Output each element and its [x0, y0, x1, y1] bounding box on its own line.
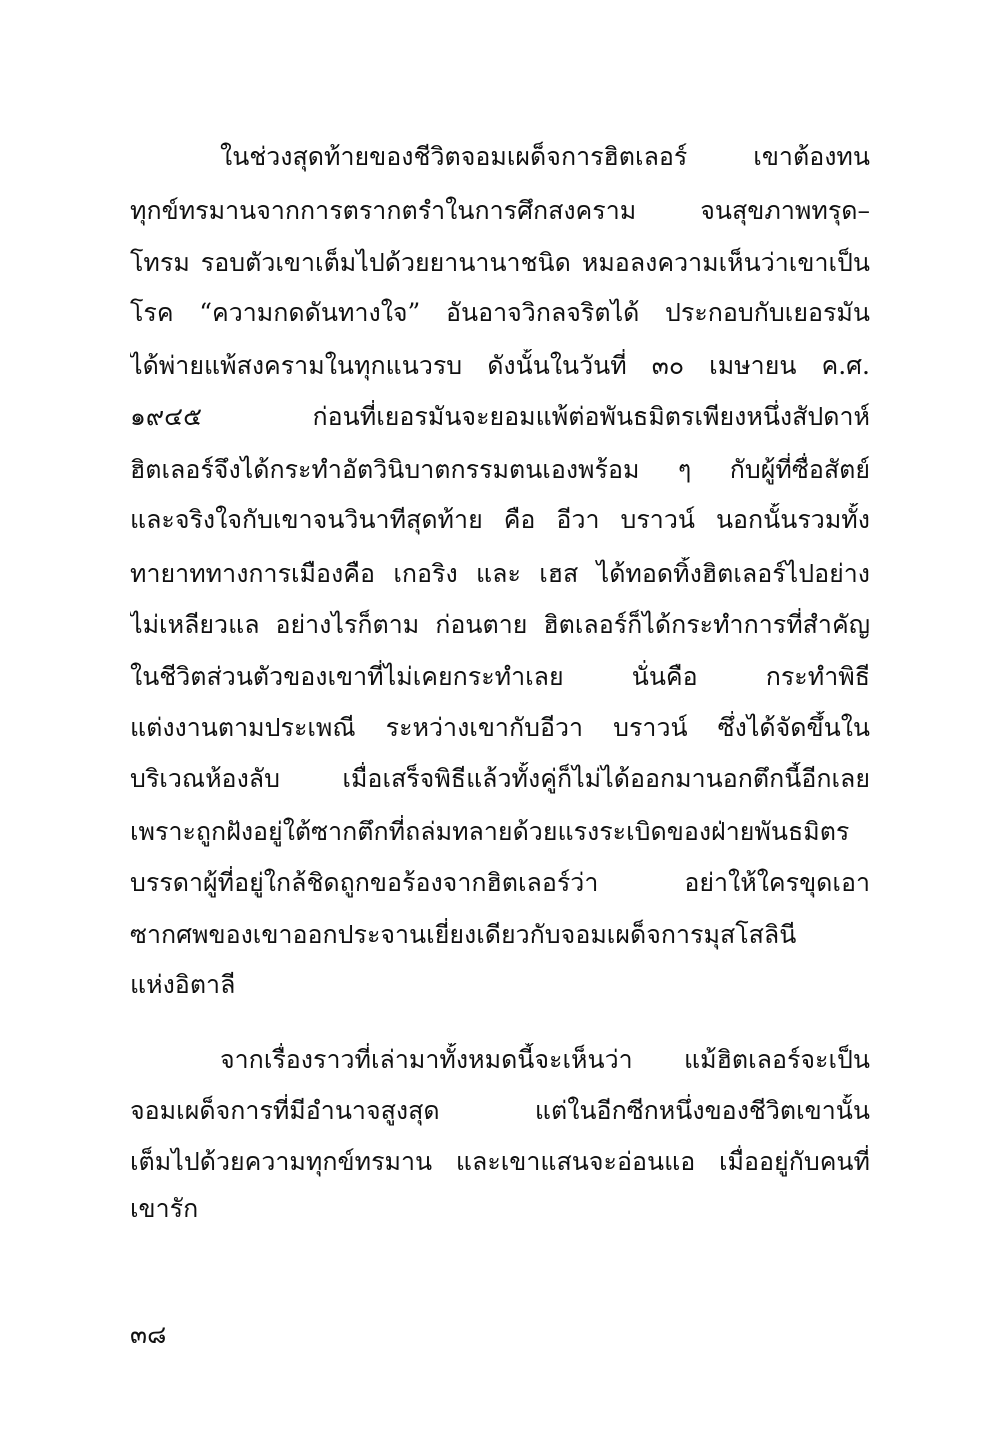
text-line: และจริงใจกับเขาจนวินาทีสุดท้าย คือ อีวา บราวน์ นอกนั้นรวมทั้ง [130, 505, 870, 534]
text-line: ในชีวิตส่วนตัวของเขาที่ไม่เคยกระทำเลย นั่นคือ กระทำพิธี [130, 662, 870, 691]
text-line: ทายาททางการเมืองคือ เกอริง และ เฮส ได้ทอดทิ้งฮิตเลอร์ไปอย่าง [130, 559, 870, 588]
text-line: จอมเผด็จการที่มีอำนาจสูงสุด แต่ในอีกซีกหนึ่งของชีวิตเขานั้น [130, 1096, 870, 1125]
text-line: โรค “ความกดดันทางใจ” อันอาจวิกลจริตได้ ประกอบกับเยอรมัน [130, 298, 870, 327]
text-line: โทรม รอบตัวเขาเต็มไปด้วยยานานาชนิด หมอลงความเห็นว่าเขาเป็น [130, 248, 870, 277]
text-line: ซากศพของเขาออกประจานเยี่ยงเดียวกับจอมเผด็จการมุสโสลินี [130, 920, 797, 949]
text-line: แห่งอิตาลี [130, 970, 236, 999]
text-line: ไม่เหลียวแล อย่างไรก็ตาม ก่อนตาย ฮิตเลอร์ก็ได้กระทำการที่สำคัญ [130, 610, 870, 639]
text-line: เต็มไปด้วยความทุกข์ทรมาน และเขาแสนจะอ่อนแอ เมื่ออยู่กับคนที่ [130, 1147, 870, 1176]
text-line: ทุกข์ทรมานจากการตรากตรำในการศึกสงคราม จนสุขภาพทรุด– [130, 196, 870, 225]
text-line: บรรดาผู้ที่อยู่ใกล้ชิดถูกขอร้องจากฮิตเลอร์ว่า อย่าให้ใครขุดเอา [130, 868, 870, 897]
text-line: ฮิตเลอร์จึงได้กระทำอัตวินิบาตกรรมตนเองพร้อม ๆ กับผู้ที่ซื่อสัตย์ [130, 455, 870, 484]
text-line: จากเรื่องราวที่เล่ามาทั้งหมดนี้จะเห็นว่า แม้ฮิตเลอร์จะเป็น [220, 1045, 870, 1074]
page-number: ๓๘ [130, 1320, 167, 1349]
text-line: บริเวณห้องลับ เมื่อเสร็จพิธีแล้วทั้งคู่ก็ไม่ได้ออกมานอกตึกนี้อีกเลย [130, 764, 870, 793]
text-line: แต่งงานตามประเพณี ระหว่างเขากับอีวา บราวน์ ซึ่งได้จัดขึ้นใน [130, 713, 870, 742]
text-line: เขารัก [130, 1194, 199, 1223]
text-line: ๑๙๔๕ ก่อนที่เยอรมันจะยอมแพ้ต่อพันธมิตรเพียงหนึ่งสัปดาห์ [130, 402, 870, 431]
text-line: ได้พ่ายแพ้สงครามในทุกแนวรบ ดังนั้นในวันที่ ๓๐ เมษายน ค.ศ. [130, 351, 870, 380]
text-line: ในช่วงสุดท้ายของชีวิตจอมเผด็จการฮิตเลอร์ เขาต้องทน [220, 142, 870, 171]
text-line: เพราะถูกฝังอยู่ใต้ซากตึกที่ถล่มทลายด้วยแรงระเบิดของฝ่ายพันธมิตร [130, 817, 850, 846]
